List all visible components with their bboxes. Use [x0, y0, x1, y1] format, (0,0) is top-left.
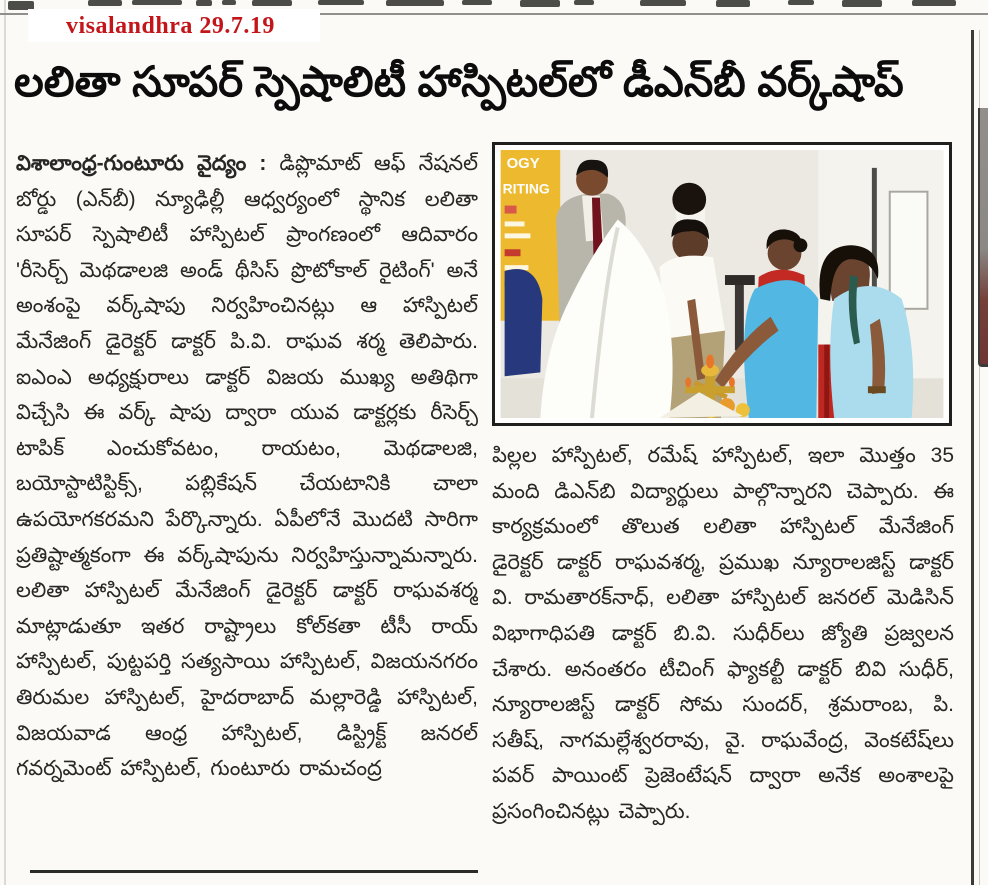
article-left-column — [16, 146, 478, 862]
article-photo — [492, 142, 952, 426]
source-date-text: visalandhra 29.7.19 — [66, 13, 275, 39]
source-date-label — [28, 9, 320, 42]
article-headline: లలితా సూపర్ స్పెషాలిటీ హాస్పిటల్‌లో డీఎన్‌బీ వర్క్‌షాప్ — [14, 58, 904, 105]
banner-text-2: RITING — [502, 180, 550, 197]
article-dateline: విశాలాంధ్ర-గుంటూరు వైద్యం : — [16, 152, 267, 175]
article-right-column — [492, 438, 954, 866]
article-end-rule — [30, 870, 478, 873]
article-left-body: డిప్లొమాట్ ఆఫ్ నేషనల్ బోర్డు (ఎన్‌బీ) న్యూఢిల్లీ ఆధ్వర్యంలో స్థానిక లలితా సూపర్ స్పెషాలిటీ హాస్పిటల్ ప్రాంగణంలో ఆదివారం 'రీసెర్చ్ మెథడాలజి అండ్ థీసిస్ ప్రొటోకాల్ రైటింగ్' అనే అంశంపై వర్క్‌షాపు నిర్వహించినట్లు ఆ హాస్పిటల్ మేనేజింగ్ డైరెక్టర్ డాక్టర్ పి.వి. రాఘవ శర్మ తెలిపారు. ఐఎంఎ అధ్యక్షురాలు డాక్టర్ విజయ ముఖ్య అతిథిగా విచ్చేసి ఈ వర్క్ షాపు ద్వారా యువ డాక్టర్లకు రీసెర్చ్ టాపిక్ ఎంచుకోవటం, రాయటం, మెథడాలజి, బయోస్టాటిస్టిక్స్, పబ్లికేషన్ చేయటానికి చాలా ఉపయోగకరమని పేర్కొన్నారు. ఏపీలోనే మొదటి సారిగా ప్రతిష్టాత్మకంగా ఈ వర్క్‌షాపును నిర్వహిస్తున్నామన్నారు. లలితా హాస్పిటల్ మేనేజింగ్ డైరెక్టర్ డాక్టర్ రాఘవశర్మ మాట్లాడుతూ ఇతర రాష్ట్రాలు కోల్‌కతా టీసీ రాయ్ హాస్పిటల్, పుట్టపర్తి సత్యసాయి హాస్పిటల్, విజయనగరం తిరుమల హాస్పిటల్, హైదరాబాద్ మల్లారెడ్డి హాస్పిటల్, విజయవాడ ఆంధ్ర హాస్పిటల్, డిస్ట్రిక్ట్ జనరల్ గవర్నమెంట్ హాస్పిటల్, గుంటూరు రామచంద్ర — [16, 152, 478, 781]
article-right-body: పిల్లల హాస్పిటల్, రమేష్ హాస్పిటల్, ఇలా మొత్తం 35 మంది డిఎన్‌బి విద్యార్థులు పాల్గొన్నారని చెప్పారు. ఈ కార్యక్రమంలో తొలుత లలితా హాస్పిటల్ మేనేజింగ్ డైరెక్టర్ డాక్టర్ రాఘవశర్మ, ప్రముఖ న్యూరాలజిస్ట్ డాక్టర్ వి. రామతారక్‌నాధ్, లలితా హాస్పిటల్ జనరల్ మెడిసిన్ విభాగాధిపతి డాక్టర్ బి.వి. సుధీర్‌లు జ్యోతి ప్రజ్వలన చేశారు. అనంతరం టీచింగ్ ఫ్యాకల్టీ డాక్టర్ బివి సుధీర్, న్యూరాలజిస్ట్ డాక్టర్ సోమ సుందర్, శ్రమరాంబ, పి. సతీష్, నాగమల్లేశ్వరరావు, వై. రాఘవేంద్ర, వెంకటేష్‌లు పవర్ పాయింట్ ప్రెజెంటేషన్ ద్వారా అనేక అంశాలపై ప్రసంగించినట్లు చెప్పారు. — [492, 444, 954, 823]
banner-text-1: OGY — [506, 155, 540, 172]
left-column-rule — [4, 0, 6, 885]
photo-illustration — [500, 150, 944, 418]
column-divider — [971, 30, 974, 885]
photo-blue-chair — [505, 269, 543, 376]
adjacent-column-fragment — [978, 108, 988, 367]
